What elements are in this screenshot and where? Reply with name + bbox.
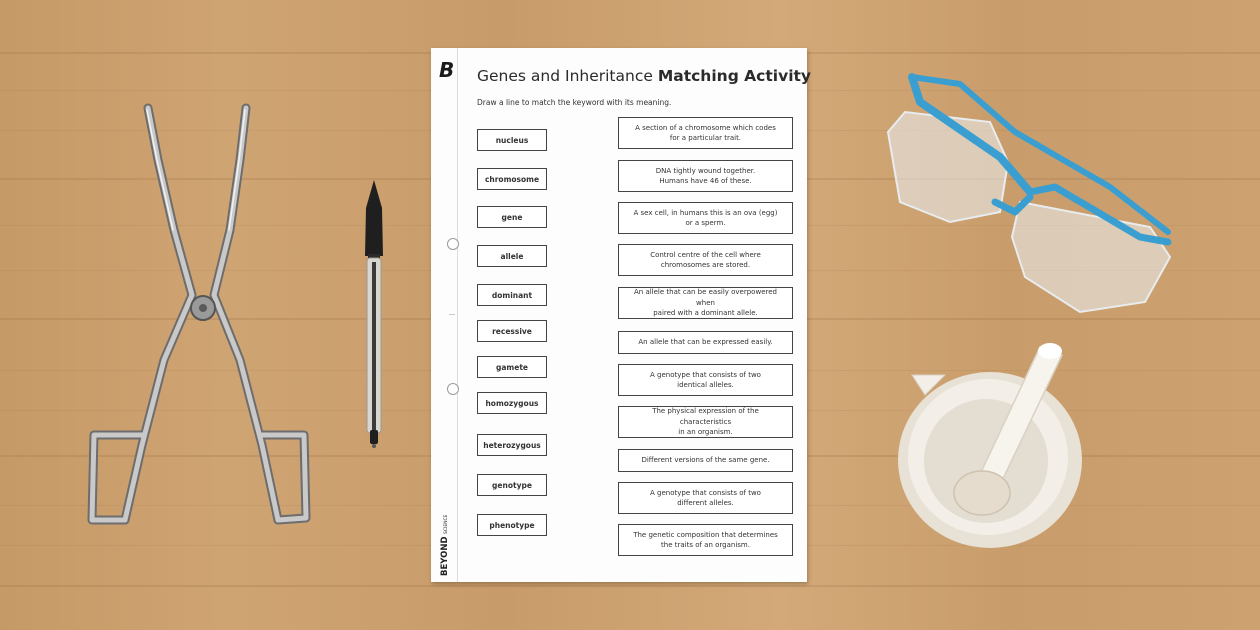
definition-box [618,202,793,234]
definition-box [618,406,793,438]
definition-box [618,287,793,319]
definition-line: Control centre of the cell where [650,250,761,259]
definition-box [618,482,793,514]
definition-line: in an organism. [678,428,733,437]
definition-box [618,449,793,472]
definition-box [618,331,793,354]
instructions: Draw a line to match the keyword with its meaning. [477,98,672,107]
keyword-dominant: dominant [477,284,547,306]
definition-line: identical alleles. [677,381,734,389]
definition-box [618,160,793,192]
keyword-nucleus: nucleus [477,129,547,151]
keyword-recessive: recessive [477,320,547,342]
definition-line: The physical expression of the characteristics [652,407,759,426]
definition-line: different alleles. [677,499,734,507]
definition-line: An allele that can be easily overpowered when [634,288,777,307]
logo [437,58,457,80]
definition-line: An allele that can be expressed easily. [638,338,773,347]
definition-line: A genotype that consists of two [650,488,761,497]
keyword-chromosome: chromosome [477,168,547,190]
definition-line: A sex cell, in humans this is an ova (egg) [633,208,778,217]
keyword-homozygous: homozygous [477,392,547,414]
mortar-and-pestle [890,335,1090,555]
safety-glasses [880,62,1180,317]
fold-mark [449,314,455,315]
definition-line: chromosomes are stored. [660,261,751,269]
keyword-gene: gene [477,206,547,228]
margin-line [457,48,458,582]
definition-box [618,117,793,149]
page-title [477,67,811,85]
worksheet [431,48,812,582]
logo-letter: B [439,58,455,80]
brand-sub: SCIENCE [444,514,449,534]
brand-main: BEYOND [440,536,450,576]
keyword-heterozygous: heterozygous [477,434,547,456]
definition-line: Different versions of the same gene. [641,456,770,465]
definition-line: or a sperm. [685,219,726,227]
brand-vertical [434,488,452,578]
title-regular: Genes and Inheritance [477,67,658,85]
keyword-phenotype: phenotype [477,514,547,536]
wood-plank-seam [0,585,1260,587]
crucible-tongs [80,100,320,530]
punch-hole [447,383,459,395]
keyword-allele: allele [477,245,547,267]
definition-box [618,244,793,276]
definition-line: A genotype that consists of two [650,370,761,379]
title-bold: Matching Activity [657,67,812,85]
definition-line: the traits of an organism. [661,541,750,549]
definition-line: Humans have 46 of these. [659,177,752,185]
definition-line: A section of a chromosome which codes [635,123,776,132]
definition-line: for a particular trait. [669,134,742,142]
definition-line: The genetic composition that determines [633,530,778,539]
definition-box [618,524,793,556]
keyword-genotype: genotype [477,474,547,496]
keyword-gamete: gamete [477,356,547,378]
definition-box [618,364,793,396]
punch-hole [447,238,459,250]
definition-line: paired with a dominant allele. [653,309,758,318]
pen [355,178,395,453]
definition-line: DNA tightly wound together. [655,166,756,175]
